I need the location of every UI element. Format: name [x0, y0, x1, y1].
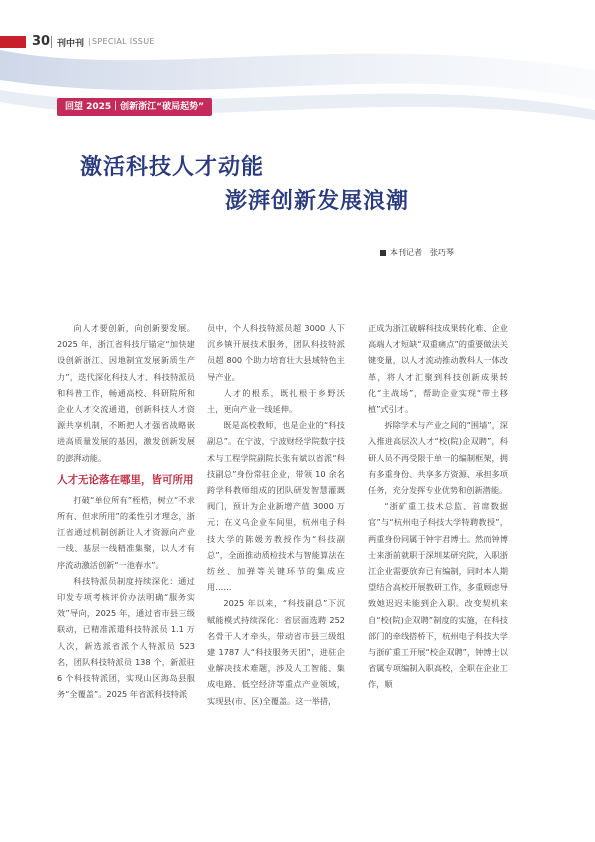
paragraph: 正成为浙江破解科技成果转化难、企业高端人才短缺“双重痛点”的重要做法关键变量，以人才流动推动教科人一体改革，将人才汇聚到科技创新成果转化“主战场”，帮助企业实现“带土移植”式引才。 [368, 323, 508, 415]
article-column-2 [207, 320, 345, 709]
paragraph: 打破“单位所有”桎梏，树立“不求所有、但求所用”的柔性引才理念，浙江省通过机制创新让人才资源向产业一线、基层一线精准集聚，以人才有序流动激活创新“一池春水”。 [57, 494, 195, 570]
paragraph: 既是高校教师，也是企业的“科技副总”。在宁波，宁波财经学院数字技术与工程学院副院长张有斌以省派“科技副总”身份常驻企业，带领 10 余名跨学科教师组成的团队研发智慧灌溉阀门，预计为企业新增产值 3000 万元；在义乌企业车间里，杭州电子科技大学的陈媛芳教授作为“科技副总”，全面推动质检技术与智能算法在纺丝、加弹等关键环节的集成应用…… [207, 420, 345, 593]
paragraph: 向人才要创新，向创新要发展。2025 年，浙江省科技厅锚定“加快建设创新浙江、因地制宜发展新质生产力”，迭代深化科技人才、科技特派员和科普工作，畅通高校、科研院所和企业人才交流通道，创新科技人才资源共享机制，不断把人才强省战略嵌进高质量发展的基因，激发创新发展的澎湃动能。 [57, 323, 195, 463]
paragraph: 科技特派员制度持续深化：通过印发专项考核评价办法明确“服务实效”导向，2025 年，通过省市县三级联动，已精准派遣科技特派员 1.1 万人次，新选派省派个人特派员 523 名，团队科技特派员 138 个，新派驻 6 个科技特派团，实现山区海岛县服务“全覆盖”。2025 年省派科技特派 [57, 575, 195, 700]
paragraph: 员中，个人科技特派员超 3000 人下沉乡镇开展技术服务，团队科技特派员超 800 个助力培育壮大县域特色主导产业。 [207, 323, 345, 382]
category-tag: 回望 2025｜创新浙江“破局起势” [57, 98, 212, 116]
paragraph: 人才的根系，既扎根于乡野沃土，更向产业一线延伸。 [207, 387, 345, 415]
byline [380, 247, 454, 258]
paragraph: 拆除学术与产业之间的“围墙”，深入推进高层次人才“校(院)企双聘”，科研人员不再受限于单一的编制框架，拥有多重身份、共享多方资源、承担多项任务，充分发挥专业优势和创新潜能。 [368, 420, 508, 496]
article-column-1 [57, 320, 195, 702]
article-column-3 [368, 320, 508, 693]
paragraph: 2025 年以来，“科技副总”下沉赋能模式持续深化：省层面选聘 252 名骨干人才牵头，带动省市县三级组建 1787 人“科技服务天团”，进驻企业解决技术难题，涉及人工智能、集成电路、低空经济等重点产业领域，实现县(市、区)全覆盖。这一举措， [207, 598, 345, 706]
byline-square-icon [380, 250, 386, 256]
special-issue-label: SPECIAL ISSUE [92, 37, 155, 46]
headline-line-1: 激活科技人才动能 [80, 155, 265, 180]
subheading: 人才无论落在哪里，皆可所用 [57, 473, 194, 486]
section-name: 刊中刊 [57, 39, 85, 49]
paragraph: “浙矿重工技术总监、首席数据官”与“杭州电子科技大学特聘教授”，两重身份同属于钟宇君博士。然而钟博士来浙前就职于深圳某研究院，入职浙江企业需要放弃已有编制，同时本人期望结合高校开展教研工作，多重顾虑导致她迟迟未能到企入职。改变契机来自“校(院)企双聘”制度的实施，在科技部门的牵线搭桥下，杭州电子科技大学与浙矿重工开展“校企双聘”，钟博士以省属专项编制入职高校，全职在企业工作，顺 [368, 501, 508, 690]
headline-line-2: 澎湃创新发展浪潮 [225, 189, 410, 214]
byline-text: 本刊记者 张巧琴 [390, 248, 454, 257]
page-number: 30 [32, 34, 51, 49]
header-divider: | [88, 37, 91, 46]
